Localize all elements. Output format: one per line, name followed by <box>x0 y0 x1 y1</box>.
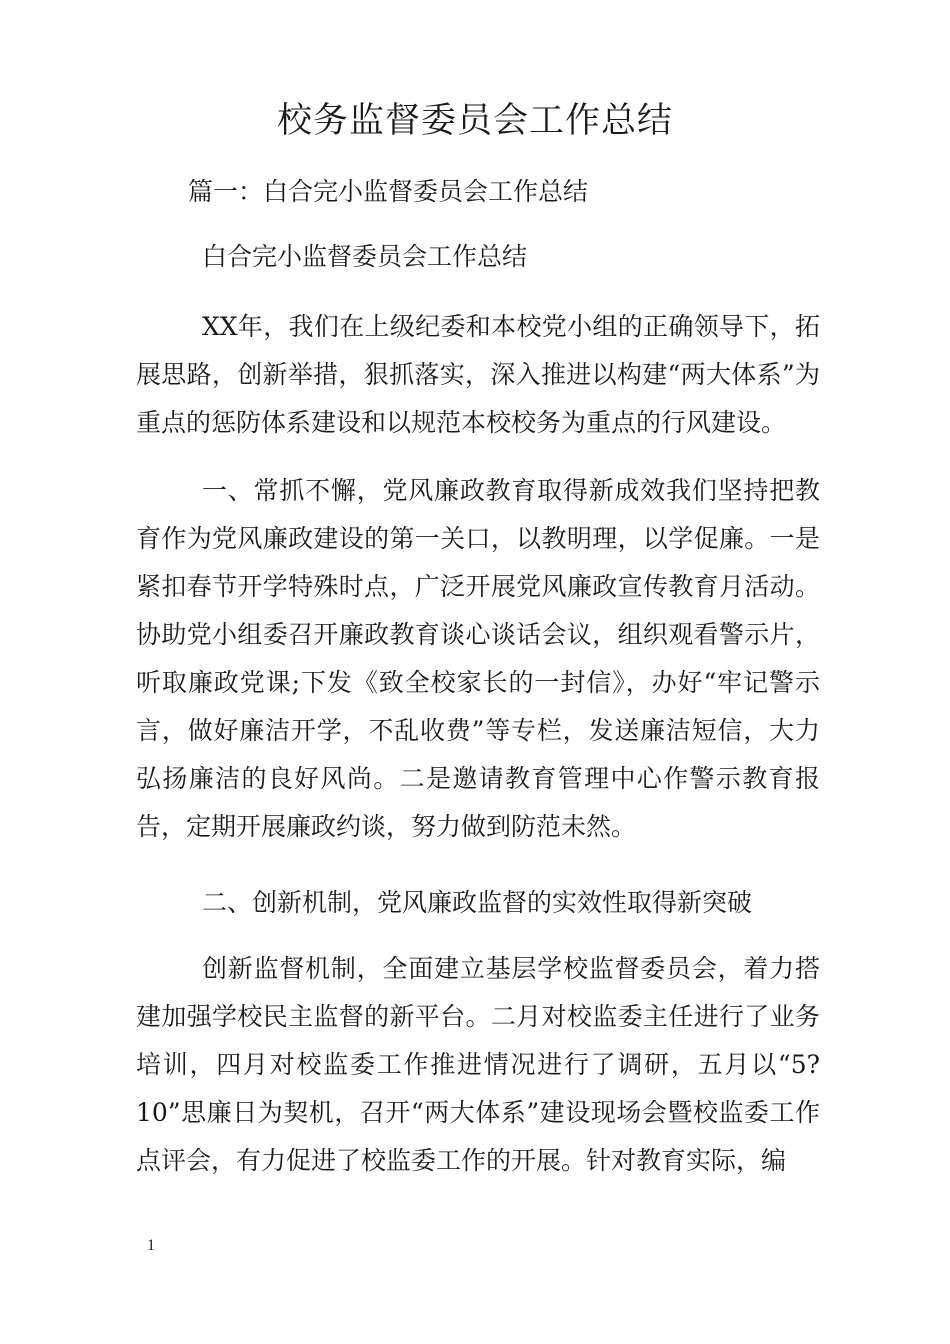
paragraph-section-one: 一、常抓不懈，党风廉政教育取得新成效我们坚持把教育作为党风廉政建设的第一关口，以教明理，以学促廉。一是紧扣春节开学特殊时点，广泛开展党风廉政宣传教育月活动。协助党小组委召开廉政教育谈心谈话会议，组织观看警示片，听取廉政党课;下发《致全校家长的一封信》，办好“牢记警示言，做好廉洁开学，不乱收费”等专栏，发送廉洁短信，大力弘扬廉洁的良好风尚。二是邀请教育管理中心作警示教育报告，定期开展廉政约谈，努力做到防范未然。 <box>136 476 820 841</box>
paragraph-section-two-heading: 二、创新机制，党风廉政监督的实效性取得新突破 <box>202 888 753 917</box>
paragraph-section-two-body: 创新监督机制，全面建立基层学校监督委员会，着力搭建加强学校民主监督的新平台。二月对校监委主任进行了业务培训，四月对校监委工作推进情况进行了调研，五月以“5?10”思廉日为契机，召开“两大体系”建设现场会暨校监委工作点评会，有力促进了校监委工作的开展。针对教育实际，编 <box>136 954 820 1175</box>
document-title: 校务监督委员会工作总结 <box>276 101 673 141</box>
paragraph-intro: XX年，我们在上级纪委和本校党小组的正确领导下，拓展思路，创新举措，狠抓落实，深入推进以构建“两大体系”为重点的惩防体系建设和以规范本校校务为重点的行风建设。 <box>136 312 820 437</box>
section-heading: 篇一：白合完小监督委员会工作总结 <box>188 177 589 206</box>
document-subtitle: 白合完小监督委员会工作总结 <box>202 242 528 271</box>
page-number: 1 <box>147 1237 155 1254</box>
